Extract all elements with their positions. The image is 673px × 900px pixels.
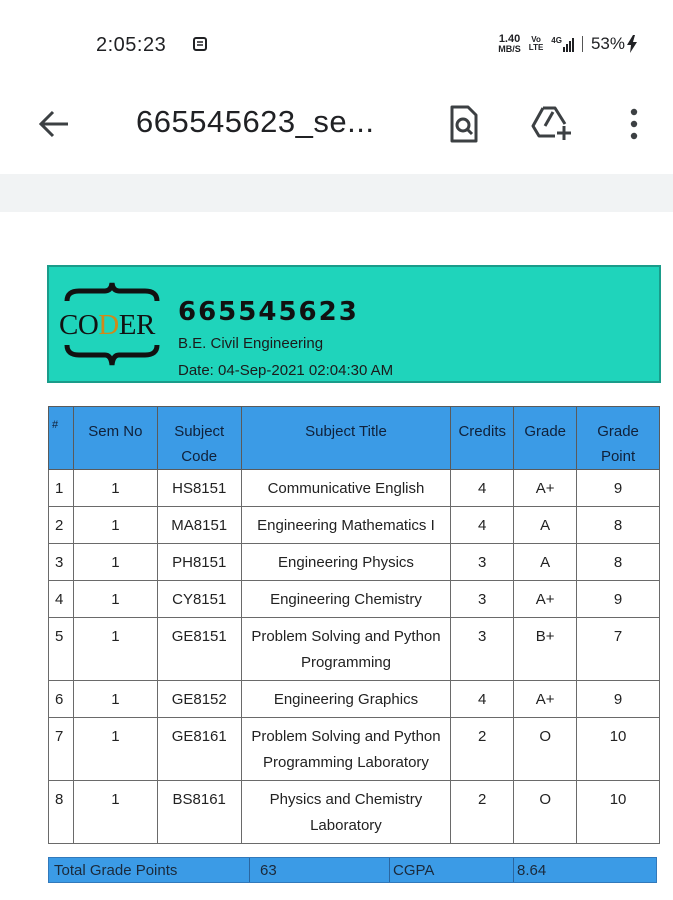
credits-cell: 4 (451, 681, 514, 718)
title-cell: Engineering Graphics (241, 681, 451, 718)
volte-indicator: Vo LTE (528, 35, 544, 52)
more-options-button[interactable] (612, 102, 656, 146)
title-cell: Communicative English (241, 470, 451, 507)
logo-text: CODER (59, 309, 155, 341)
code-cell: GE8161 (157, 718, 241, 781)
sem-cell: 1 (73, 681, 157, 718)
credits-cell: 2 (451, 781, 514, 844)
signal-icon: 4G (551, 36, 574, 52)
col-header-sem: Sem No (73, 407, 157, 470)
sem-cell: 1 (73, 507, 157, 544)
table-row (49, 581, 660, 618)
credits-cell: 4 (451, 507, 514, 544)
totals-separator (513, 858, 514, 882)
table-row (49, 718, 660, 781)
sem-cell: 1 (73, 781, 157, 844)
status-indicators (498, 34, 637, 54)
title-cell: Engineering Chemistry (241, 581, 451, 618)
row-number: 4 (49, 581, 74, 618)
title-cell: Problem Solving and Python Programming Laboratory (241, 718, 451, 781)
table-row (49, 544, 660, 581)
col-header-credits: Credits (451, 407, 514, 470)
col-header-title: Subject Title (241, 407, 451, 470)
row-number: 8 (49, 781, 74, 844)
code-cell: GE8152 (157, 681, 241, 718)
code-cell: PH8151 (157, 544, 241, 581)
totals-separator (249, 858, 250, 882)
table-row (49, 681, 660, 718)
totals-row (48, 857, 657, 883)
table-row (49, 618, 660, 681)
grade-cell: O (514, 718, 577, 781)
total-grade-points-label: Total Grade Points (54, 862, 178, 879)
search-document-button[interactable] (442, 102, 486, 146)
notification-icon (192, 36, 208, 52)
row-number: 5 (49, 618, 74, 681)
table-row (49, 507, 660, 544)
degree-name: B.E. Civil Engineering (178, 335, 324, 352)
credits-cell: 3 (451, 618, 514, 681)
col-header-grade-point: Grade Point (577, 407, 660, 470)
status-time: 2:05:23 (96, 34, 167, 56)
grade-point-cell: 7 (577, 618, 660, 681)
row-number: 6 (49, 681, 74, 718)
credits-cell: 4 (451, 470, 514, 507)
status-bar (0, 0, 673, 90)
result-date: Date: 04-Sep-2021 02:04:30 AM (178, 362, 394, 379)
row-number: 7 (49, 718, 74, 781)
code-cell: HS8151 (157, 470, 241, 507)
sem-cell: 1 (73, 718, 157, 781)
grade-cell: A (514, 507, 577, 544)
toolbar-divider (0, 174, 673, 212)
grade-cell: A (514, 544, 577, 581)
grade-point-cell: 10 (577, 718, 660, 781)
row-number: 3 (49, 544, 74, 581)
add-to-drive-icon (531, 106, 573, 142)
sem-cell: 1 (73, 544, 157, 581)
result-header (47, 265, 661, 383)
code-cell: BS8161 (157, 781, 241, 844)
grade-cell: A+ (514, 581, 577, 618)
sem-cell: 1 (73, 470, 157, 507)
title-cell: Physics and Chemistry Laboratory (241, 781, 451, 844)
marks-table (48, 406, 660, 844)
grade-cell: O (514, 781, 577, 844)
app-toolbar (0, 90, 673, 162)
grade-point-cell: 9 (577, 581, 660, 618)
credits-cell: 3 (451, 544, 514, 581)
credits-cell: 2 (451, 718, 514, 781)
grade-point-cell: 8 (577, 507, 660, 544)
charging-icon (627, 35, 637, 53)
title-cell: Engineering Physics (241, 544, 451, 581)
table-row (49, 470, 660, 507)
cgpa-label: CGPA (393, 862, 435, 879)
total-grade-points-value: 63 (260, 862, 277, 879)
code-cell: GE8151 (157, 618, 241, 681)
totals-separator (389, 858, 390, 882)
code-cell: CY8151 (157, 581, 241, 618)
arrow-back-icon (38, 110, 70, 138)
status-separator (582, 36, 583, 52)
table-header-row (49, 407, 660, 470)
grade-point-cell: 9 (577, 681, 660, 718)
document-page (47, 265, 661, 885)
sem-cell: 1 (73, 618, 157, 681)
col-header-number: # (49, 407, 74, 470)
add-to-drive-button[interactable] (530, 102, 574, 146)
document-title: 665545623_se... (136, 104, 375, 139)
row-number: 2 (49, 507, 74, 544)
cgpa-value: 8.64 (517, 862, 547, 879)
coder-logo (57, 279, 167, 371)
register-number: 665545623 (178, 297, 359, 327)
grade-point-cell: 9 (577, 470, 660, 507)
title-cell: Problem Solving and Python Programming (241, 618, 451, 681)
grade-cell: A+ (514, 470, 577, 507)
col-header-grade: Grade (514, 407, 577, 470)
sem-cell: 1 (73, 581, 157, 618)
code-cell: MA8151 (157, 507, 241, 544)
title-cell: Engineering Mathematics I (241, 507, 451, 544)
battery-level: 53% (590, 34, 625, 53)
grade-cell: B+ (514, 618, 577, 681)
back-button[interactable] (34, 104, 74, 144)
grade-point-cell: 10 (577, 781, 660, 844)
row-number: 1 (49, 470, 74, 507)
network-speed: 1.40 MB/S (498, 33, 521, 54)
find-in-page-icon (448, 105, 480, 143)
table-row (49, 781, 660, 844)
grade-point-cell: 8 (577, 544, 660, 581)
credits-cell: 3 (451, 581, 514, 618)
col-header-code: Subject Code (157, 407, 241, 470)
more-vert-icon (630, 108, 638, 140)
grade-cell: A+ (514, 681, 577, 718)
